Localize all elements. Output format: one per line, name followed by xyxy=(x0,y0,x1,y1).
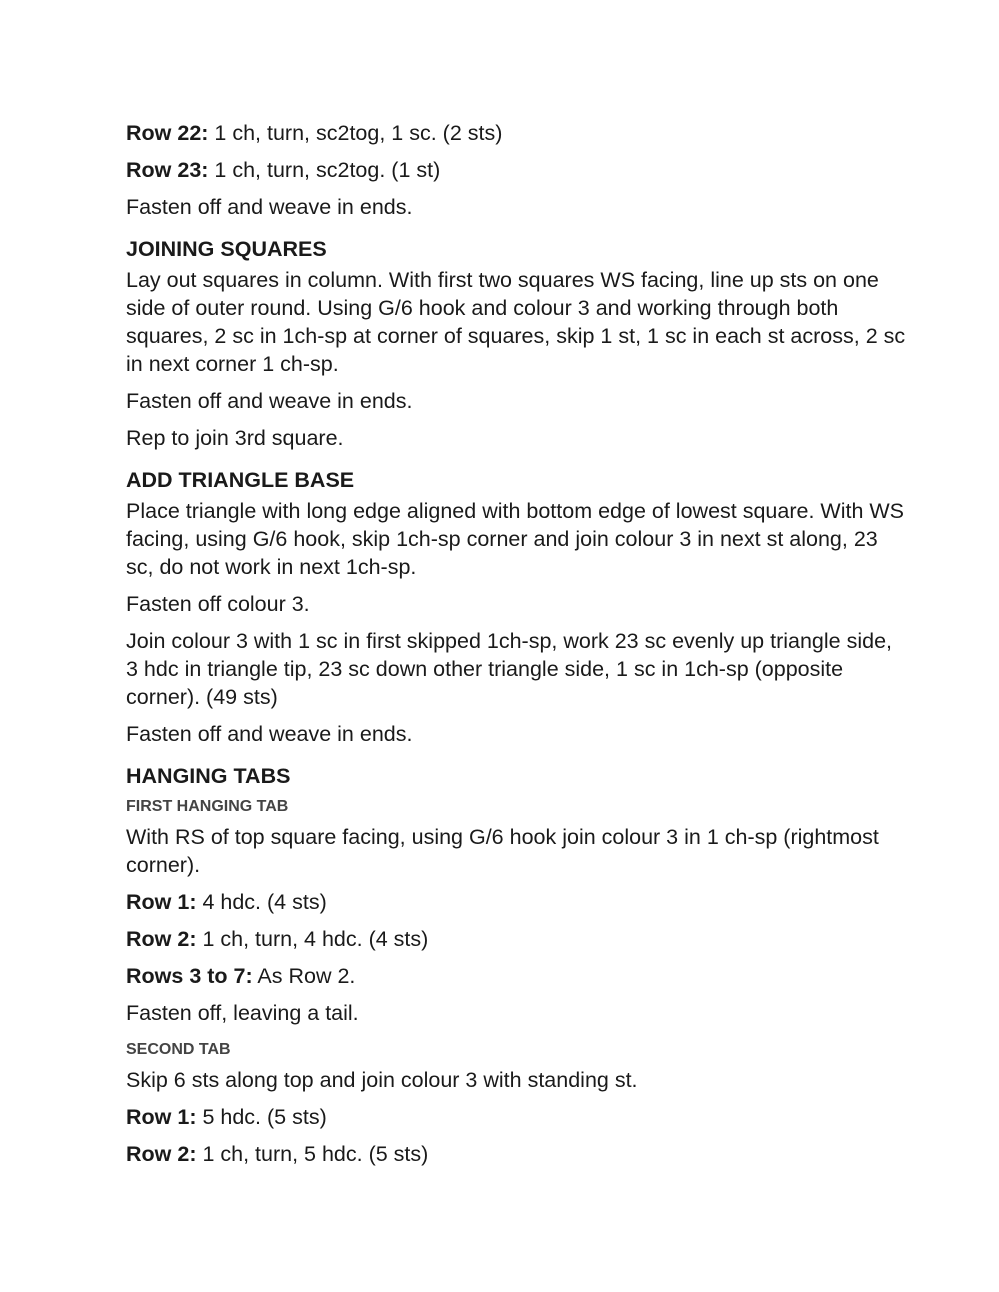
fasten-off-text: Fasten off and weave in ends. xyxy=(126,195,413,219)
row-text: 1 ch, turn, sc2tog. (1 st) xyxy=(208,158,441,182)
row-text: 1 ch, turn, sc2tog, 1 sc. (2 sts) xyxy=(208,121,503,145)
row-label: Row 2: xyxy=(126,927,197,951)
row-label: Row 23: xyxy=(126,158,209,182)
first-tab-row-1 xyxy=(126,885,906,922)
row-text: 1 ch, turn, 4 hdc. (4 sts) xyxy=(196,927,429,951)
row-label: Row 22: xyxy=(126,121,209,145)
row-23 xyxy=(126,153,906,190)
section-heading-tabs: HANGING TABS xyxy=(126,764,291,788)
row-label: Row 1: xyxy=(126,890,197,914)
repeat-instructions: Rep to join 3rd square. xyxy=(126,426,344,450)
first-tab-row-2 xyxy=(126,922,906,959)
fasten-off-text: Fasten off, leaving a tail. xyxy=(126,1001,359,1025)
row-22 xyxy=(126,116,906,153)
subheading-first-tab: FIRST HANGING TAB xyxy=(126,798,289,815)
row-label: Row 1: xyxy=(126,1105,197,1129)
row-label: Rows 3 to 7: xyxy=(126,964,253,988)
fasten-off-text: Fasten off and weave in ends. xyxy=(126,722,413,746)
triangle-instructions: Place triangle with long edge aligned with bottom edge of lowest square. With WS facing, using G/6 hook, skip 1ch-sp corner and join colour 3 in next st along, 23 sc, do not work in next 1ch-sp. xyxy=(126,499,905,579)
row-text: 4 hdc. (4 sts) xyxy=(196,890,327,914)
fasten-off-colour-text: Fasten off colour 3. xyxy=(126,592,310,616)
first-tab-intro: With RS of top square facing, using G/6 hook join colour 3 in 1 ch-sp (rightmost corner). xyxy=(126,825,879,877)
section-heading-joining: JOINING SQUARES xyxy=(126,237,327,261)
row-label: Row 2: xyxy=(126,1142,197,1166)
row-text: As Row 2. xyxy=(252,964,356,988)
second-tab-intro: Skip 6 sts along top and join colour 3 with standing st. xyxy=(126,1068,638,1092)
subheading-second-tab: SECOND TAB xyxy=(126,1041,231,1058)
triangle-join-instructions: Join colour 3 with 1 sc in first skipped 1ch-sp, work 23 sc evenly up triangle side, 3 hdc in triangle tip, 23 sc down other triangle side, 1 sc in 1ch-sp (opposite corner). (49 sts) xyxy=(126,629,893,709)
section-heading-triangle: ADD TRIANGLE BASE xyxy=(126,468,355,492)
row-text: 1 ch, turn, 5 hdc. (5 sts) xyxy=(196,1142,429,1166)
joining-instructions: Lay out squares in column. With first two squares WS facing, line up sts on one side of outer round. Using G/6 hook and colour 3 and working through both squares, 2 sc in 1ch-sp at corner of squares, skip 1 st, 1 sc in each st across, 2 sc in next corner 1 ch-sp. xyxy=(126,268,906,376)
first-tab-rows-3-7 xyxy=(126,959,906,996)
second-tab-row-1 xyxy=(126,1100,906,1137)
second-tab-row-2 xyxy=(126,1137,906,1174)
row-text: 5 hdc. (5 sts) xyxy=(196,1105,327,1129)
fasten-off-text: Fasten off and weave in ends. xyxy=(126,389,413,413)
pattern-page xyxy=(126,116,906,1174)
